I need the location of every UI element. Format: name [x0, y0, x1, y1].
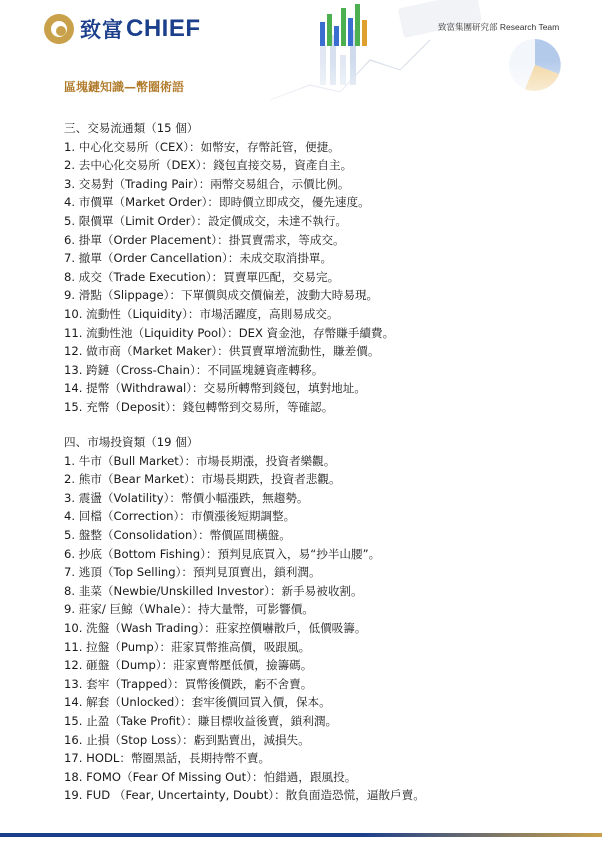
list-item: 3. 交易對（Trading Pair）：兩幣交易組合，示價比例。: [64, 176, 350, 191]
list-item: 1. 中心化交易所（CEX）：如幣安，存幣託管，便捷。: [64, 139, 340, 154]
list-item: 9. 莊家/ 巨鯨（Whale）：持大量幣，可影響價。: [64, 602, 314, 617]
list-item: 14. 解套（Unlocked）：套牢後價回買入價，保本。: [64, 695, 331, 710]
list-item: 16. 止損（Stop Loss）：虧到點賣出，減損失。: [64, 732, 310, 747]
list-item: 11. 流動性池（Liquidity Pool）：DEX 資金池，存幣賺手續費。: [64, 325, 395, 340]
section-heading: 四、市場投資類（19 個）: [64, 435, 199, 449]
research-team-label: 致富集團研究部 Research Team: [438, 22, 560, 32]
list-item: 12. 砸盤（Dump）：莊家賣幣壓低價，撿籌碼。: [64, 658, 313, 673]
list-item: 6. 抄底（Bottom Fishing）：預判見底買入，易“抄半山腰”。: [64, 546, 381, 561]
list-item: 5. 盤整（Consolidation）：幣價區間橫盤。: [64, 527, 291, 542]
logo-text-cn: 致富: [80, 18, 124, 42]
section-trading: [64, 119, 394, 417]
logo-emblem-icon: [44, 14, 74, 44]
list-item: 10. 洗盤（Wash Trading）：莊家控價嚇散戶，低價吸籌。: [64, 620, 367, 635]
list-item: 13. 套牢（Trapped）：買幣後價跌，虧不舍賣。: [64, 676, 313, 691]
list-item: 8. 韭菜（Newbie/Unskilled Investor）：新手易被收割。: [64, 583, 363, 598]
company-logo: [44, 14, 201, 44]
list-item: 4. 市價單（Market Order）：即時價立即成交，優先速度。: [64, 195, 370, 210]
list-item: 6. 掛單（Order Placement）：掛買賣需求，等成交。: [64, 232, 345, 247]
bar-chart-icon: [320, 4, 367, 46]
list-item: 17. HODL：幣圈黑話，長期持幣不賣。: [64, 751, 271, 766]
list-item: 14. 提幣（Withdrawal）：交易所轉幣到錢包，填對地址。: [64, 381, 366, 396]
page-title: 區塊鏈知識—幣圈術語: [64, 80, 185, 94]
list-item: 10. 流動性（Liquidity）：市場活躍度，高則易成交。: [64, 306, 339, 321]
list-item: 13. 跨鏈（Cross-Chain）：不同區塊鏈資產轉移。: [64, 362, 324, 377]
section-market: [64, 433, 425, 805]
list-item: 15. 止盈（Take Profit）：賺目標收益後賣，鎖利潤。: [64, 713, 338, 728]
list-item: 15. 充幣（Deposit）：錢包轉幣到交易所，等確認。: [64, 399, 334, 414]
list-item: 19. FUD （Fear, Uncertainty, Doubt）：散負面造恐慌，逼散戶賣。: [64, 788, 425, 803]
page-header: [0, 0, 602, 70]
list-item: 9. 滑點（Slippage）：下單價與成交價偏差，波動大時易現。: [64, 288, 379, 303]
list-item: 11. 拉盤（Pump）：莊家買幣推高價，吸跟風。: [64, 639, 311, 654]
list-item: 1. 牛市（Bull Market）：市場長期漲，投資者樂觀。: [64, 453, 336, 468]
logo-text-en: CHIEF: [126, 15, 201, 42]
list-item: 18. FOMO（Fear Of Missing Out）：怕錯過，跟風投。: [64, 769, 357, 784]
list-item: 12. 做市商（Market Maker）：供買賣單增流動性，賺差價。: [64, 344, 380, 359]
decorative-chart-illustration: [250, 0, 602, 120]
list-item: 5. 限價單（Limit Order）：設定價成交，未達不執行。: [64, 213, 348, 228]
list-item: 7. 逃頂（Top Selling）：預判見頂賣出，鎖利潤。: [64, 565, 321, 580]
section-heading: 三、交易流通類（15 個）: [64, 121, 199, 135]
list-item: 4. 回檔（Correction）：市價漲後短期調整。: [64, 509, 296, 524]
list-item: 7. 撤單（Order Cancellation）：未成交取消掛單。: [64, 251, 333, 266]
footer-divider: [0, 833, 602, 837]
list-item: 3. 震盪（Volatility）：幣價小幅漲跌，無趨勢。: [64, 490, 309, 505]
list-item: 2. 熊市（Bear Market）：市場長期跌，投資者悲觀。: [64, 472, 341, 487]
list-item: 2. 去中心化交易所（DEX）：錢包直接交易，資產自主。: [64, 158, 353, 173]
list-item: 8. 成交（Trade Execution）：買賣單匹配，交易完。: [64, 269, 340, 284]
